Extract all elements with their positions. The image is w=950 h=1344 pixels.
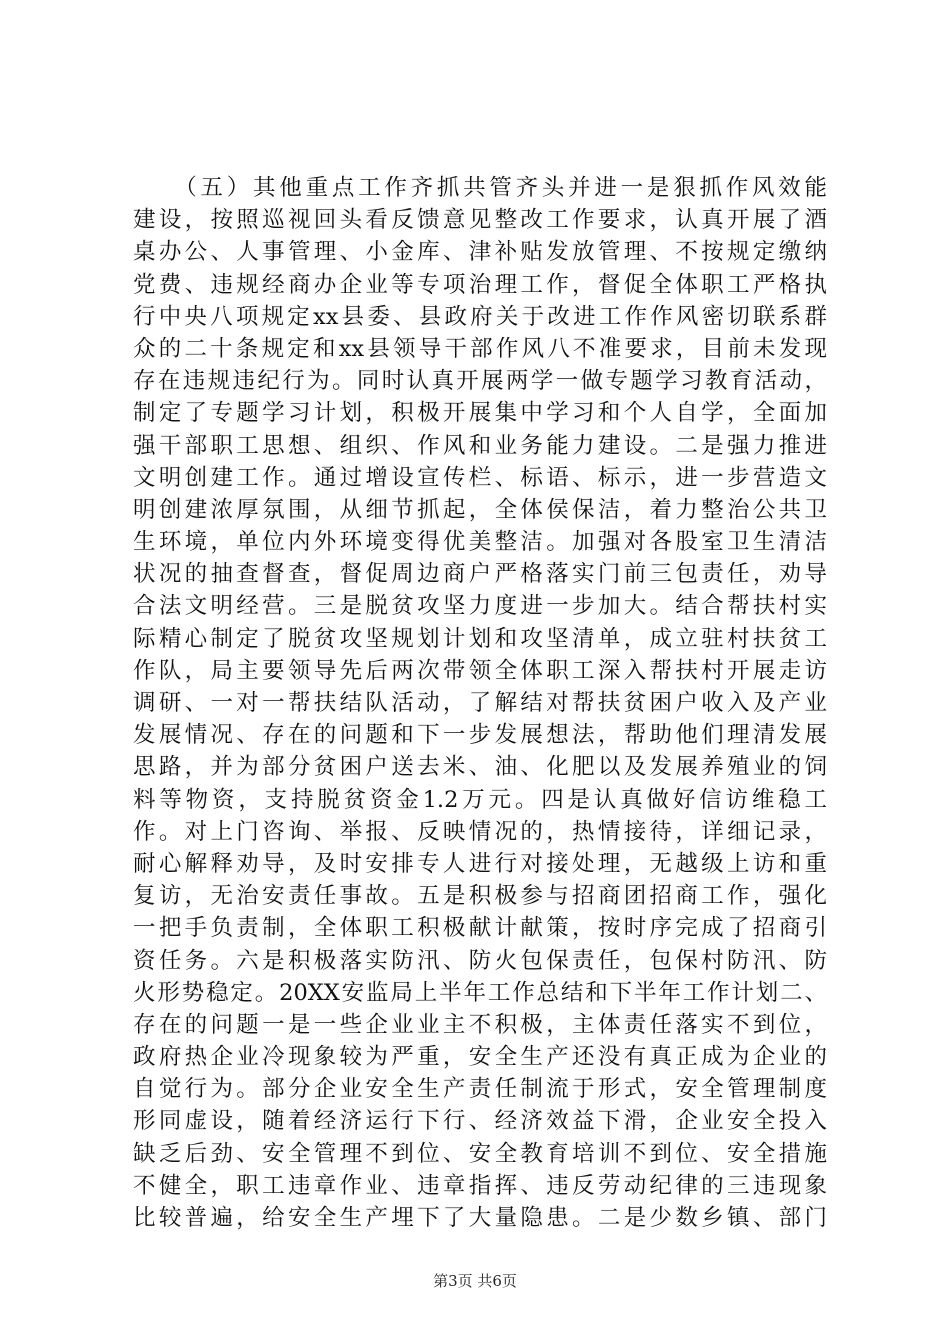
text-line: 缺乏后劲、安全管理不到位、安全教育培训不到位、安全措施 — [133, 1140, 827, 1167]
text-line: 自觉行为。部分企业安全生产责任制流于形式，安全管理制度 — [133, 1076, 827, 1103]
text-line: 形同虚设，随着经济运行下行、经济效益下滑，企业安全投入 — [133, 1108, 827, 1135]
text-line: 合法文明经营。三是脱贫攻坚力度进一步加大。结合帮扶村实 — [133, 593, 827, 620]
text-line: 发展情况、存在的问题和下一步发展想法，帮助他们理清发展 — [133, 722, 827, 749]
text-line: 际精心制定了脱贫攻坚规划计划和攻坚清单，成立驻村扶贫工 — [133, 625, 827, 652]
page-footer: 第3页 共6页 — [433, 1272, 517, 1290]
text-line: 调研、一对一帮扶结队活动，了解结对帮扶贫困户收入及产业 — [133, 690, 827, 716]
text-line: 明创建浓厚氛围，从细节抓起，全体侯保洁，着力整治公共卫 — [133, 496, 827, 523]
text-line: 作。对上门咨询、举报、反映情况的，热情接待，详细记录， — [133, 818, 827, 845]
text-line: （五）其他重点工作齐抓共管齐头并进一是狠抓作风效能 — [133, 175, 827, 201]
text-line: 制定了专题学习计划，积极开展集中学习和个人自学，全面加 — [133, 400, 827, 427]
text-line: 存在违规违纪行为。同时认真开展两学一做专题学习教育活动， — [133, 368, 827, 395]
text-line: 比较普遍，给安全生产埋下了大量隐患。二是少数乡镇、部门 — [133, 1205, 827, 1231]
text-line: 不健全，职工违章作业、违章指挥、违反劳动纪律的三违现象 — [133, 1172, 827, 1199]
body-paragraph — [133, 172, 827, 1234]
text-line: 作队，局主要领导先后两次带领全体职工深入帮扶村开展走访 — [133, 657, 827, 684]
text-line: 文明创建工作。通过增设宣传栏、标语、标示，进一步营造文 — [133, 464, 827, 491]
text-line: 行中央八项规定xx县委、县政府关于改进工作作风密切联系群 — [133, 303, 827, 330]
text-line: 生环境，单位内外环境变得优美整洁。加强对各股室卫生清洁 — [133, 529, 827, 556]
text-line: 桌办公、人事管理、小金库、津补贴发放管理、不按规定缴纳 — [133, 239, 827, 266]
text-line: 存在的问题一是一些企业业主不积极，主体责任落实不到位， — [133, 1011, 827, 1038]
text-line: 强干部职工思想、组织、作风和业务能力建设。二是强力推进 — [133, 432, 827, 459]
text-line: 政府热企业冷现象较为严重，安全生产还没有真正成为企业的 — [133, 1044, 827, 1071]
text-line: 料等物资，支持脱贫资金1.2万元。四是认真做好信访维稳工 — [133, 786, 827, 813]
text-line: 党费、违规经商办企业等专项治理工作，督促全体职工严格执 — [133, 271, 827, 298]
text-line: 资任务。六是积极落实防汛、防火包保责任，包保村防汛、防 — [133, 947, 827, 974]
text-line: 一把手负责制，全体职工积极献计献策，按时序完成了招商引 — [133, 915, 827, 942]
text-line: 火形势稳定。20XX安监局上半年工作总结和下半年工作计划二、 — [133, 979, 827, 1006]
text-line: 耐心解释劝导，及时安排专人进行对接处理，无越级上访和重 — [133, 850, 827, 877]
text-line: 建设，按照巡视回头看反馈意见整改工作要求，认真开展了酒 — [133, 207, 827, 234]
text-line: 众的二十条规定和xx县领导干部作风八不准要求，目前未发现 — [133, 335, 827, 362]
text-line: 复访，无治安责任事故。五是积极参与招商团招商工作，强化 — [133, 883, 827, 910]
text-line: 思路，并为部分贫困户送去米、油、化肥以及发展养殖业的饲 — [133, 754, 827, 781]
text-line: 状况的抽查督查，督促周边商户严格落实门前三包责任，劝导 — [133, 561, 827, 588]
